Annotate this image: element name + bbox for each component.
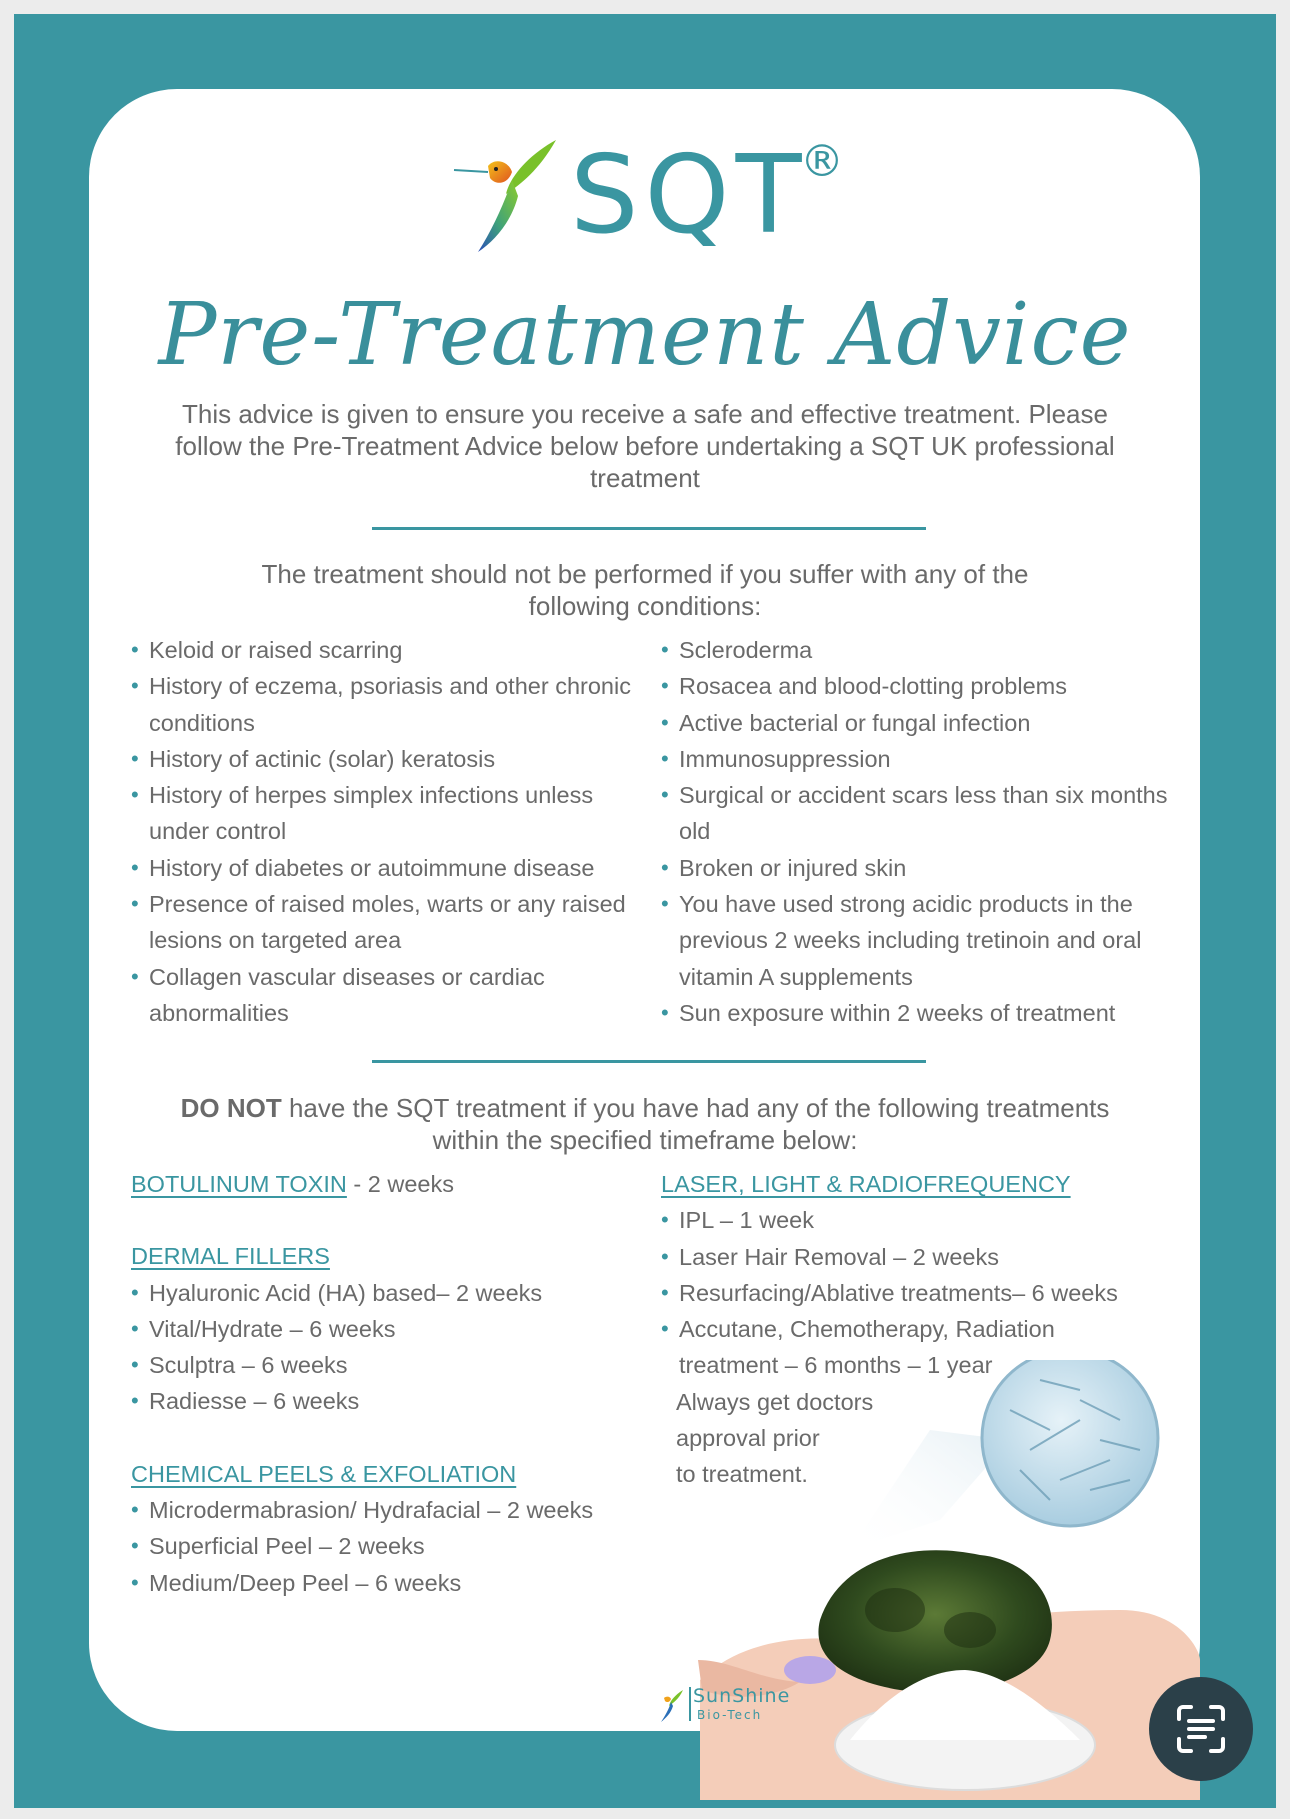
sunshine-name: SunShine [693, 1685, 791, 1707]
botulinum-row [131, 1166, 651, 1202]
treatments-left-column [131, 1166, 651, 1601]
list-item: • Broken or injured skin [661, 850, 1181, 886]
list-item: • Medium/Deep Peel – 6 weeks [131, 1565, 651, 1601]
treatments-heading-text: have the SQT treatment if you have had any of the following treatments within the specified timeframe below: [288, 1093, 1110, 1155]
list-item: • Active bacterial or fungal infection [661, 705, 1181, 741]
list-item: • Immunosuppression [661, 741, 1181, 777]
registered-mark: ® [800, 136, 844, 187]
list-item: • History of herpes simplex infections unless under control [131, 777, 631, 850]
list-item: • Accutane, Chemotherapy, Radiation treatment – 6 months – 1 year [661, 1311, 1099, 1384]
sunshine-logo [655, 1685, 805, 1725]
logo-divider [689, 1687, 691, 1721]
conditions-right-column [661, 632, 1181, 1031]
conditions-left-column [131, 632, 631, 1031]
brand-name: SQT [570, 133, 808, 258]
doctor-note-line: Always get doctors [676, 1388, 874, 1415]
treatments-right-column [661, 1166, 1181, 1493]
text-scan-button[interactable] [1149, 1677, 1253, 1781]
text-scan-icon [1173, 1701, 1229, 1757]
chemical-peels-heading: CHEMICAL PEELS & EXFOLIATION [131, 1460, 517, 1487]
list-item: • History of eczema, psoriasis and other chronic conditions [131, 668, 631, 741]
divider [372, 1060, 926, 1063]
list-item: • Collagen vascular diseases or cardiac abnormalities [131, 959, 631, 1032]
list-item: • Laser Hair Removal – 2 weeks [661, 1239, 1141, 1275]
page-title: Pre-Treatment Advice [158, 285, 1132, 385]
doctor-note-line: approval prior [676, 1425, 820, 1452]
list-item: • History of diabetes or autoimmune disease [131, 850, 631, 886]
botulinum-heading: BOTULINUM TOXIN [131, 1171, 347, 1197]
hummingbird-logo-icon [452, 136, 562, 256]
list-item: • You have used strong acidic products in the previous 2 weeks including tretinoin and oral vitamin A supplements [661, 886, 1181, 995]
list-item: • Microdermabrasion/ Hydrafacial – 2 weeks [131, 1492, 651, 1528]
doctor-note-line: to treatment. [676, 1461, 808, 1488]
list-item: • Superficial Peel – 2 weeks [131, 1528, 651, 1564]
list-item: • Surgical or accident scars less than six months old [661, 777, 1181, 850]
intro-text: This advice is given to ensure you receive a safe and effective treatment. Please follow the Pre-Treatment Advice below before undertaking a SQT UK professional treatment [175, 399, 1115, 493]
list-item: • IPL – 1 week [661, 1202, 1141, 1238]
botulinum-timeframe: - 2 weeks [346, 1171, 454, 1197]
list-item: • Sun exposure within 2 weeks of treatment [661, 995, 1181, 1031]
list-item: • Resurfacing/Ablative treatments– 6 weeks [661, 1275, 1141, 1311]
sqt-logo [452, 133, 852, 258]
list-item: • Sculptra – 6 weeks [131, 1347, 651, 1383]
list-item: • Keloid or raised scarring [131, 632, 631, 668]
conditions-heading: The treatment should not be performed if you suffer with any of the following conditions: [261, 559, 1029, 621]
list-item: • Scleroderma [661, 632, 1181, 668]
list-item: • History of actinic (solar) keratosis [131, 741, 631, 777]
do-not-emphasis: DO NOT [180, 1093, 282, 1123]
list-item: • Rosacea and blood-clotting problems [661, 668, 1181, 704]
treatments-heading [150, 1092, 1140, 1156]
list-item: • Vital/Hydrate – 6 weeks [131, 1311, 651, 1347]
sunshine-sub: Bio-Tech [697, 1708, 763, 1722]
list-item: • Radiesse – 6 weeks [131, 1383, 651, 1419]
list-item: • Hyaluronic Acid (HA) based– 2 weeks [131, 1275, 651, 1311]
laser-heading: LASER, LIGHT & RADIOFREQUENCY [661, 1171, 1071, 1197]
divider [372, 527, 926, 530]
dermal-fillers-heading: DERMAL FILLERS [131, 1243, 330, 1270]
hummingbird-small-icon [655, 1689, 685, 1723]
list-item: • Presence of raised moles, warts or any raised lesions on targeted area [131, 886, 631, 959]
